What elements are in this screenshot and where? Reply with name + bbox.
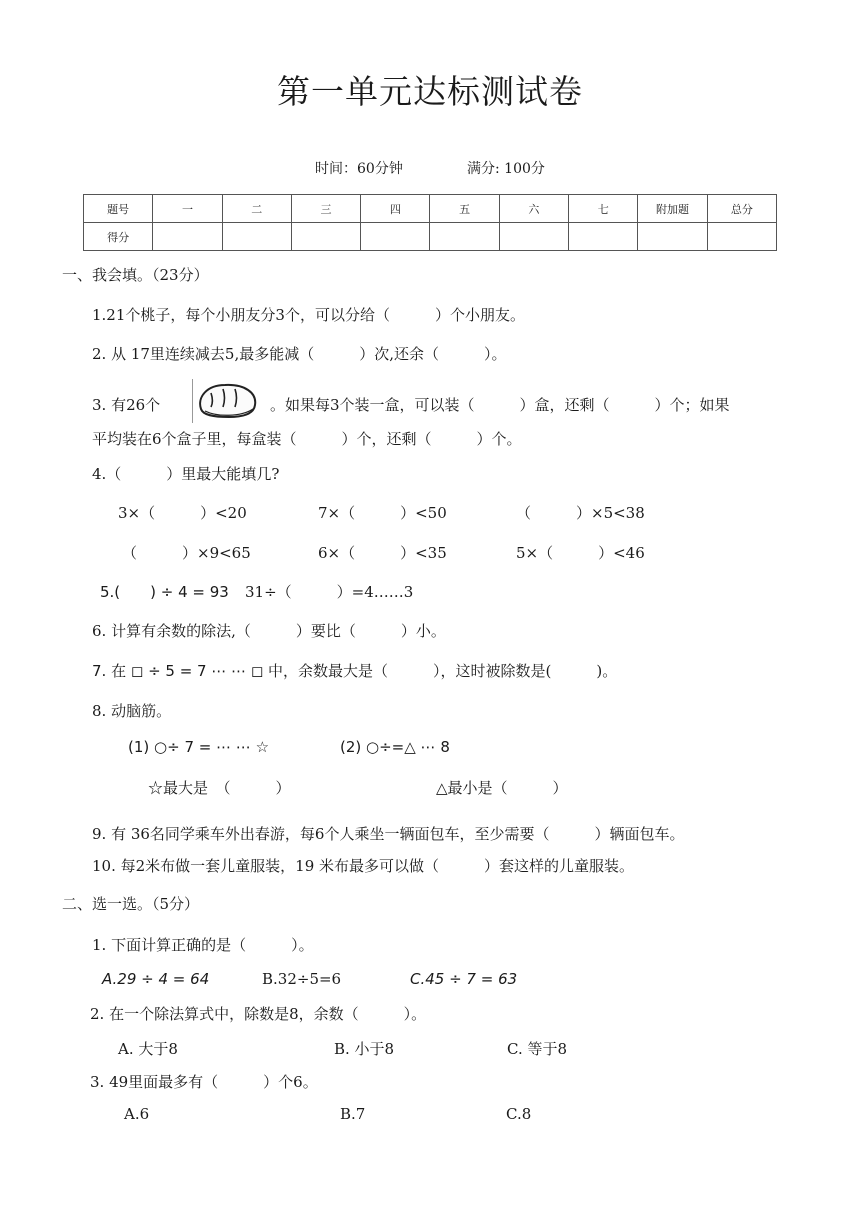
score-cell[interactable] <box>153 223 222 251</box>
bread-image <box>192 379 265 423</box>
question-1-8-triangle: △最小是（ ） <box>436 779 568 797</box>
question-1-3-label: 3. 有26个 <box>92 396 161 414</box>
question-1-5-b: 31÷（ ）=4……3 <box>245 583 414 601</box>
option-a: A.29 ÷ 4 = 64 <box>102 970 210 988</box>
question-1-10: 10. 每2米布做一套儿童服装，19 米布最多可以做（ ）套这样的儿童服装。 <box>92 857 635 875</box>
question-1-9: 9. 有 36名同学乘车外出春游，每6个人乘坐一辆面包车，至少需要（ ）辆面包车。 <box>92 825 685 843</box>
question-1-1: 1.21个桃子，每个小朋友分3个，可以分给（ ）个小朋友。 <box>92 306 525 324</box>
q4-item: 5×（ ）<46 <box>516 544 645 562</box>
score-cell[interactable] <box>361 223 430 251</box>
score-header-cell: 一 <box>153 195 222 223</box>
question-1-7-b: 中，余数最大是（ ），这时被除数是( )。 <box>268 662 618 680</box>
score-header-cell: 附加题 <box>638 195 707 223</box>
score-row-label: 得分 <box>84 223 153 251</box>
q4-item: （ ）×9<65 <box>122 544 251 562</box>
question-2-1: 1. 下面计算正确的是（ ）。 <box>92 936 314 954</box>
exam-full-score: 满分: 100分 <box>467 161 545 177</box>
q4-item: 6×（ ）<35 <box>318 544 447 562</box>
question-2-3: 3. 49里面最多有（ ）个6。 <box>90 1073 318 1091</box>
score-cell[interactable] <box>499 223 568 251</box>
page-title: 第一单元达标测试卷 <box>277 72 583 111</box>
score-header-cell: 二 <box>222 195 291 223</box>
question-1-6: 6. 计算有余数的除法,（ ）要比（ ）小。 <box>92 622 446 640</box>
question-1-8-2: (2) ○÷=△ ⋯ 8 <box>340 738 450 756</box>
question-1-7-a: 7. 在 ◻ ÷ 5 = 7 ⋯ ⋯ ◻ <box>92 662 264 680</box>
option-b: B.7 <box>340 1105 366 1123</box>
score-cell[interactable] <box>222 223 291 251</box>
score-header-cell: 四 <box>361 195 430 223</box>
score-cell[interactable] <box>430 223 499 251</box>
question-2-2: 2. 在一个除法算式中，除数是8，余数（ ）。 <box>90 1005 427 1023</box>
score-table-score-row <box>84 223 777 251</box>
option-b: B.32÷5=6 <box>262 970 342 988</box>
option-c: C.8 <box>506 1105 532 1123</box>
option-b: B. 小于8 <box>334 1040 395 1058</box>
question-1-5-a: 5.( ) ÷ 4 = 93 <box>100 583 229 601</box>
question-1-8-1: (1) ○÷ 7 = ⋯ ⋯ ☆ <box>128 738 270 756</box>
score-header-cell: 题号 <box>84 195 153 223</box>
score-table-header-row <box>84 195 777 223</box>
option-a: A.6 <box>124 1105 150 1123</box>
question-1-3-cont: 平均装在6个盒子里，每盒装（ ）个，还剩（ ）个。 <box>92 430 522 448</box>
exam-time: 时间：60分钟 <box>315 161 403 177</box>
score-header-cell: 五 <box>430 195 499 223</box>
q4-item: （ ）×5<38 <box>516 504 645 522</box>
q4-item: 7×（ ）<50 <box>318 504 447 522</box>
question-1-8-star: ☆最大是 （ ） <box>148 779 291 797</box>
score-cell[interactable] <box>569 223 638 251</box>
question-1-8: 8. 动脑筋。 <box>92 702 172 720</box>
option-a: A. 大于8 <box>118 1040 178 1058</box>
score-cell[interactable] <box>638 223 707 251</box>
score-cell[interactable] <box>291 223 360 251</box>
question-1-3-text: 。如果每3个装一盒，可以装（ ）盒，还剩（ ）个；如果 <box>270 396 730 414</box>
score-cell[interactable] <box>707 223 776 251</box>
score-header-cell: 七 <box>569 195 638 223</box>
score-header-cell: 总分 <box>707 195 776 223</box>
score-table <box>83 194 777 251</box>
question-1-4: 4.（ ）里最大能填几? <box>92 465 280 483</box>
option-c: C. 等于8 <box>507 1040 568 1058</box>
q4-item: 3×（ ）<20 <box>118 504 247 522</box>
question-1-2: 2. 从 17里连续减去5,最多能减（ ）次,还余（ ）。 <box>92 345 507 363</box>
option-c: C.45 ÷ 7 = 63 <box>410 970 518 988</box>
score-header-cell: 三 <box>291 195 360 223</box>
score-header-cell: 六 <box>499 195 568 223</box>
section-1-heading: 一、我会填。（23分） <box>62 266 209 284</box>
section-2-heading: 二、选一选。（5分） <box>62 895 200 913</box>
